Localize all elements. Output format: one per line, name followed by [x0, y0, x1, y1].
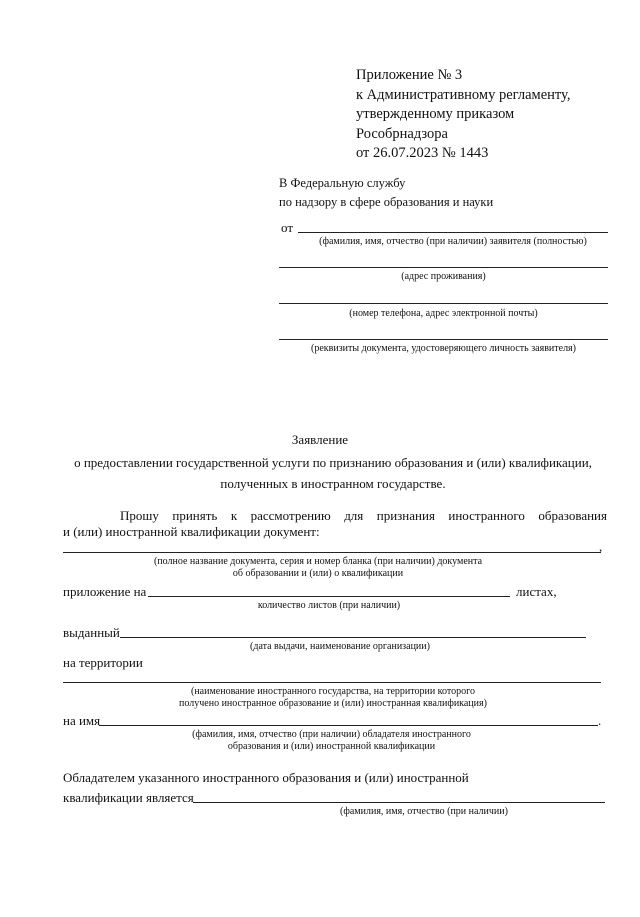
appendix-line: Рособрнадзора	[356, 125, 448, 142]
request-line	[120, 508, 607, 524]
territory-field[interactable]	[63, 682, 601, 683]
attachment-label: приложение на	[63, 584, 147, 599]
holder-statement: Обладателем указанного иностранного образования и (или) иностранной	[63, 770, 469, 785]
appendix-header	[356, 66, 626, 164]
request-word: рассмотрению	[250, 508, 331, 523]
contacts-caption: (номер телефона, адрес электронной почты)	[349, 308, 538, 319]
addressee-block	[279, 174, 493, 212]
issued-field[interactable]	[120, 637, 586, 638]
document-title: Заявление	[291, 432, 349, 447]
document-subtitle: полученных в иностранном государстве.	[220, 476, 446, 491]
addressee-line: В Федеральную службу	[279, 176, 406, 190]
sheets-caption: количество листов (при наличии)	[257, 600, 401, 611]
request-word: для	[344, 508, 364, 523]
id-document-field[interactable]	[279, 339, 608, 340]
appendix-line: к Административному регламенту,	[356, 86, 571, 103]
request-word: Прошу	[120, 508, 159, 523]
holder-statement: квалификации является	[63, 790, 194, 805]
request-word: образования	[538, 508, 607, 523]
appendix-line: от 26.07.2023 № 1443	[356, 145, 489, 161]
document-name-field[interactable]	[63, 552, 601, 553]
holder-name-caption: образования и (или) иностранной квалификации	[227, 741, 436, 752]
name-label: на имя	[63, 713, 101, 728]
holder-name-field[interactable]	[99, 725, 598, 726]
holder-name-caption: (фамилия, имя, отчество (при наличии) обладателя иностранного	[192, 729, 471, 740]
issued-label: выданный	[63, 625, 120, 640]
applicant-name-field[interactable]	[298, 232, 608, 233]
document-subtitle: о предоставлении государственной услуги по признанию образования и (или) квалификации,	[74, 455, 592, 470]
request-word: принять	[172, 508, 218, 523]
territory-caption: получено иностранное образование и (или) иностранная квалификация)	[179, 698, 487, 709]
id-document-caption: (реквизиты документа, удостоверяющего личность заявителя)	[311, 343, 576, 354]
holder-caption: (фамилия, имя, отчество (при наличии)	[340, 806, 508, 817]
sheets-label: листах,	[516, 584, 557, 599]
addressee-line: по надзору в сфере образования и науки	[279, 195, 494, 209]
document-caption: (полное название документа, серия и номер бланка (при наличии) документа	[153, 556, 483, 567]
request-word: к	[230, 508, 238, 523]
sheets-count-field[interactable]	[148, 596, 510, 597]
comma-mark: ,	[599, 539, 603, 554]
address-caption: (адрес проживания)	[401, 271, 486, 282]
issued-caption: (дата выдачи, наименование организации)	[250, 641, 430, 652]
appendix-line: Приложение № 3	[356, 67, 463, 83]
period-mark: .	[598, 713, 602, 728]
territory-caption: (наименование иностранного государства, на территории которого	[191, 686, 475, 697]
request-line: и (или) иностранной квалификации документ:	[63, 524, 320, 539]
document-caption: об образовании и (или) о квалификации	[232, 568, 404, 579]
from-label: от	[281, 220, 294, 235]
contacts-field[interactable]	[279, 303, 608, 304]
territory-label: на территории	[63, 655, 143, 670]
request-word: иностранного	[448, 508, 525, 523]
applicant-name-caption: (фамилия, имя, отчество (при наличии) заявителя (полностью)	[319, 236, 587, 247]
request-word: признания	[376, 508, 435, 523]
appendix-line: утвержденному приказом	[356, 106, 515, 122]
holder-field[interactable]	[193, 802, 605, 803]
address-field[interactable]	[279, 267, 608, 268]
